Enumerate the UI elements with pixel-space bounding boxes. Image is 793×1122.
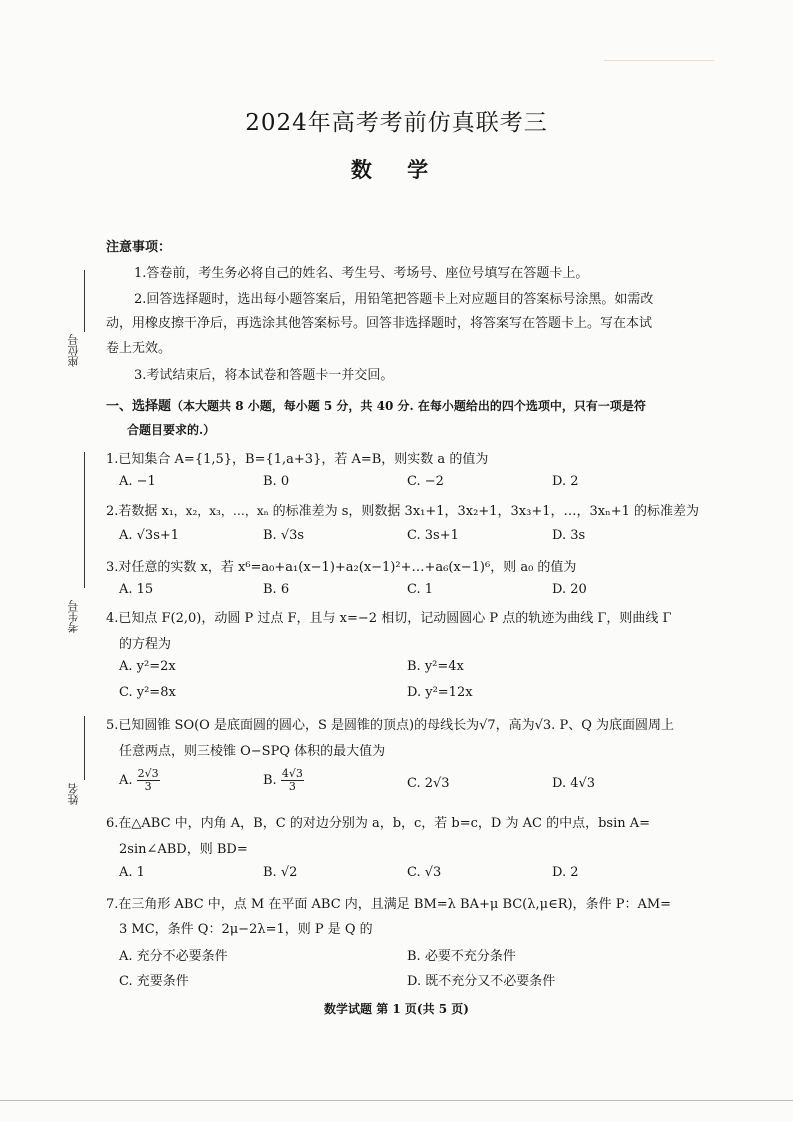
- q1-option-d: D. 2: [552, 474, 579, 489]
- q4-option-c: C. y²=8x: [119, 685, 176, 700]
- q6-option-c: C. √3: [407, 865, 442, 880]
- notice-item-1: 1.答卷前，考生务必将自己的姓名、考生号、考场号、座位号填写在答题卡上。: [134, 266, 589, 281]
- section1-desc-1: （本大题共 8 小题，每小题 5 分，共 40 分. 在每小题给出的四个选项中，只有一项是符: [171, 399, 646, 413]
- bottom-rule: [0, 1100, 793, 1101]
- q2-sub-label: ₁，x₂，x₃，…，xₙ: [168, 504, 273, 518]
- q5-option-c: C. 2√3: [407, 776, 450, 791]
- q2-stem-b: 的标准差为 s，则数据 3x₁+1，3x₂+1，3x₃+1，…，3xₙ+1 的标准差为: [272, 504, 700, 519]
- q5-option-a-denominator: 3: [144, 780, 152, 793]
- side-line-seat: [84, 270, 85, 332]
- q2-stem-line: [106, 500, 699, 519]
- q4-option-a: A. y²=2x: [119, 659, 176, 674]
- side-label-seat: 座位号: [67, 334, 80, 367]
- section1-desc-2: 合题目要求的.）: [127, 423, 216, 437]
- q5-option-d: D. 4√3: [552, 776, 596, 791]
- q4-stem-line2: 的方程为: [119, 637, 172, 652]
- q5-option-b-label: B.: [263, 773, 277, 788]
- page-footer: 数学试题 第 1 页(共 5 页): [324, 1002, 469, 1016]
- q6-option-a: A. 1: [119, 865, 145, 880]
- side-label-name: 姓名: [67, 783, 80, 805]
- q7-option-a: A. 充分不必要条件: [119, 949, 228, 964]
- page-title: 2024年高考考前仿真联考三: [245, 110, 548, 136]
- q2-option-c: C. 3s+1: [407, 528, 459, 543]
- notice-item-2-line2: 动，用橡皮擦干净后，再选涂其他答案标号。回答非选择题时，将答案写在答题卡上。写在本试: [106, 316, 653, 331]
- q5-option-a-numerator: 2√3: [137, 767, 159, 780]
- q2-option-b: B. √3s: [263, 528, 305, 543]
- subject-title: 数 学: [350, 157, 443, 182]
- notice-item-2-line3: 卷上无效。: [106, 341, 172, 356]
- q3-option-d: D. 20: [552, 582, 587, 597]
- q5-option-a-label: A.: [119, 773, 133, 788]
- q3-option-b: B. 6: [263, 582, 290, 597]
- q2-option-a: A. √3s+1: [119, 528, 180, 543]
- section1-heading-line: [106, 395, 646, 414]
- side-line-examinee: [84, 452, 85, 588]
- q4-option-b: B. y²=4x: [407, 659, 464, 674]
- q7-stem-line2: 3 MC，条件 Q：2μ−2λ=1，则 P 是 Q 的: [119, 922, 373, 937]
- corner-mark: [604, 60, 714, 61]
- q1-option-c: C. −2: [407, 474, 444, 489]
- q6-stem-line2: 2sin∠ABD，则 BD=: [119, 842, 248, 857]
- q4-stem-line1: 4.已知点 F(2,0)，动圆 P 过点 F，且与 x=−2 相切，记动圆圆心 P 点的轨迹为曲线 Γ，则曲线 Γ: [106, 611, 672, 626]
- q5-option-b: [263, 768, 304, 793]
- q7-stem-line1: 7.在三角形 ABC 中，点 M 在平面 ABC 内，且满足 BM=λ BA+μ BC(λ,μ∈R)，条件 P：AM=: [106, 897, 672, 912]
- q7-option-b: B. 必要不充分条件: [407, 949, 516, 964]
- side-line-name: [84, 716, 85, 780]
- notice-heading: 注意事项：: [106, 240, 172, 255]
- q3-stem: 3.对任意的实数 x，若 x⁶=a₀+a₁(x−1)+a₂(x−1)²+…+a₆(x−1)⁶，则 a₀ 的值为: [106, 560, 577, 575]
- q3-option-c: C. 1: [407, 582, 434, 597]
- notice-item-2-line1: 2.回答选择题时，选出每小题答案后，用铅笔把答题卡上对应题目的答案标号涂黑。如需改: [134, 292, 654, 307]
- q5-stem-line2: 任意两点，则三棱锥 O−SPQ 体积的最大值为: [119, 744, 386, 759]
- q7-option-c: C. 充要条件: [119, 974, 189, 989]
- q2-option-d: D. 3s: [552, 528, 586, 543]
- q5-option-b-denominator: 3: [288, 780, 296, 793]
- q3-option-a: A. 15: [119, 582, 154, 597]
- q1-stem: 1.已知集合 A={1,5}，B={1,a+3}，若 A=B，则实数 a 的值为: [106, 452, 489, 467]
- q2-stem-a: 2.若数据 x: [106, 504, 169, 519]
- q7-option-d: D. 既不充分又不必要条件: [407, 974, 556, 989]
- q5-option-b-numerator: 4√3: [281, 767, 303, 780]
- q5-option-b-fraction: [281, 768, 304, 793]
- q5-option-a-fraction: [137, 768, 160, 793]
- q4-option-d: D. y²=12x: [407, 685, 473, 700]
- section1-heading: 一、选择题: [106, 399, 172, 414]
- q1-option-a: A. −1: [119, 474, 156, 489]
- q1-option-b: B. 0: [263, 474, 290, 489]
- side-label-examinee: 考生号: [67, 600, 80, 633]
- q6-stem-line1: 6.在△ABC 中，内角 A，B，C 的对边分别为 a，b，c，若 b=c，D 为 AC 的中点，bsin A=: [106, 816, 651, 831]
- notice-item-3: 3.考试结束后，将本试卷和答题卡一并交回。: [134, 368, 394, 383]
- q6-option-b: B. √2: [263, 865, 298, 880]
- q5-stem-line1: 5.已知圆锥 SO(O 是底面圆的圆心，S 是圆锥的顶点)的母线长为√7，高为√3. P、Q 为底面圆周上: [106, 718, 674, 733]
- q5-option-a: [119, 768, 160, 793]
- q6-option-d: D. 2: [552, 865, 579, 880]
